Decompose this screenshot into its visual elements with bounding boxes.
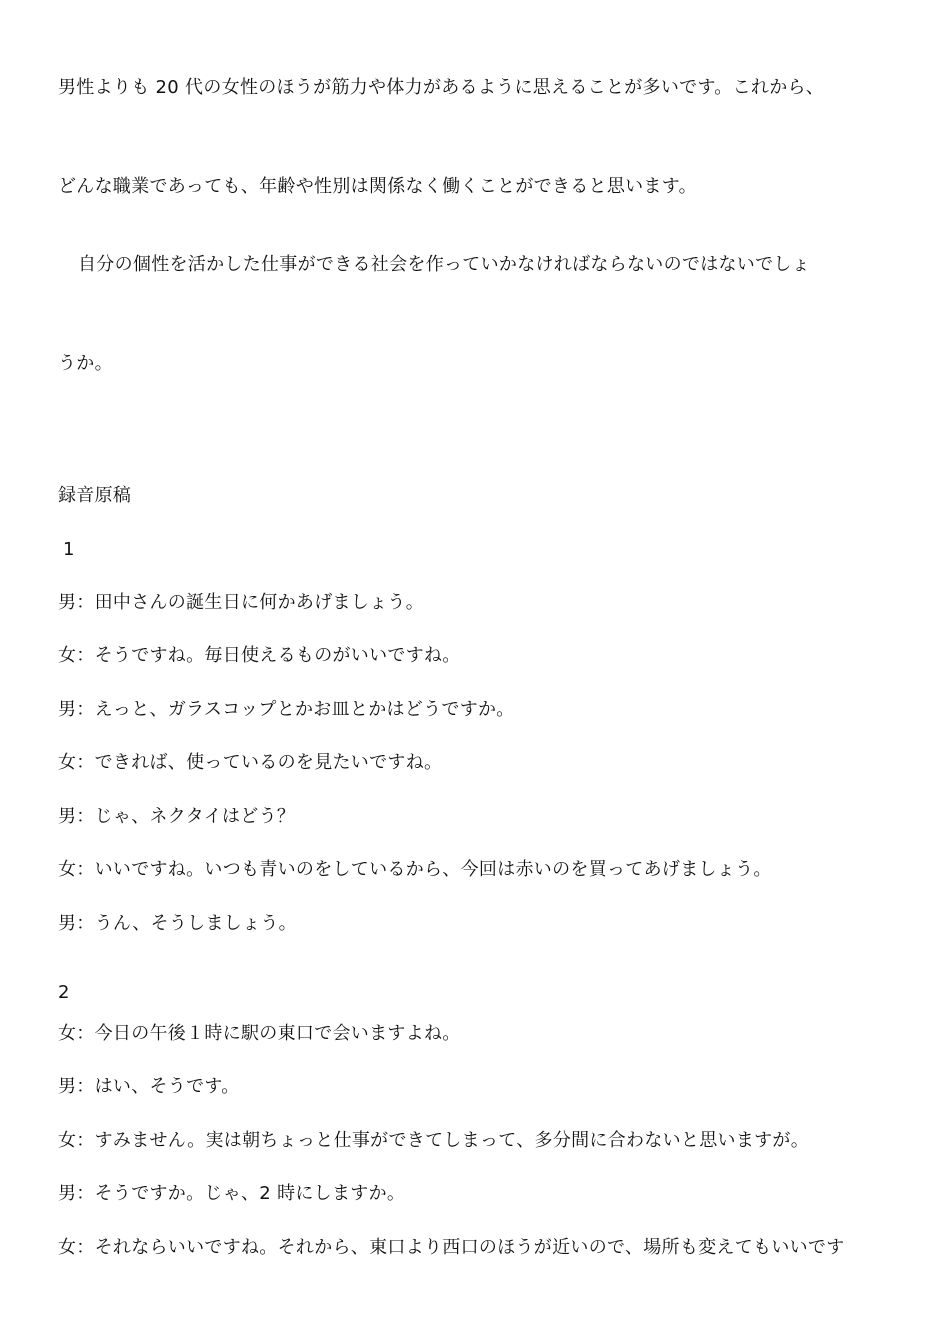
dialogue-1-line: 男：えっと、ガラスコップとかお皿とかはどうですか。 [58, 699, 515, 720]
essay-line-2: どんな職業であっても、年齢や性別は関係なく働くことができると思います。 [58, 176, 697, 197]
dialogue-2-number: 2 [58, 982, 70, 1003]
dialogue-2-line: 女：それならいいですね。それから、東口より西口のほうが近いので、場所も変えてもいいです [58, 1237, 845, 1258]
dialogue-1-line: 男：田中さんの誕生日に何かあげましょう。 [58, 592, 424, 613]
dialogue-1-line: 男：うん、そうしましょう。 [58, 913, 297, 934]
dialogue-1-line: 男：じゃ、ネクタイはどう？ [58, 806, 296, 827]
essay-line-4: うか。 [58, 353, 113, 374]
dialogue-1-line: 女：いいですね。いつも青いのをしているから、今回は赤いのを買ってあげましょう。 [58, 859, 772, 880]
dialogue-1-number: 1 [63, 539, 75, 560]
dialogue-2-line: 女：今日の午後１時に駅の東口で会いますよね。 [58, 1023, 461, 1044]
dialogue-2-line: 女：すみません。実は朝ちょっと仕事ができてしまって、多分間に合わないと思いますが。 [58, 1130, 810, 1151]
dialogue-1-line: 女：できれば、使っているのを見たいですね。 [58, 752, 443, 773]
essay-line-3: 自分の個性を活かした仕事ができる社会を作っていかなければならないのではないでしょ [78, 254, 810, 275]
dialogue-2-line: 男：はい、そうです。 [58, 1076, 240, 1097]
dialogue-1-line: 女：そうですね。毎日使えるものがいいですね。 [58, 645, 461, 666]
essay-line-1: 男性よりも 20 代の女性のほうが筋力や体力があるように思えることが多いです。これから、 [58, 77, 825, 98]
section-title: 録音原稿 [58, 485, 132, 506]
dialogue-2-line: 男：そうですか。じゃ、2 時にしますか。 [58, 1183, 406, 1204]
